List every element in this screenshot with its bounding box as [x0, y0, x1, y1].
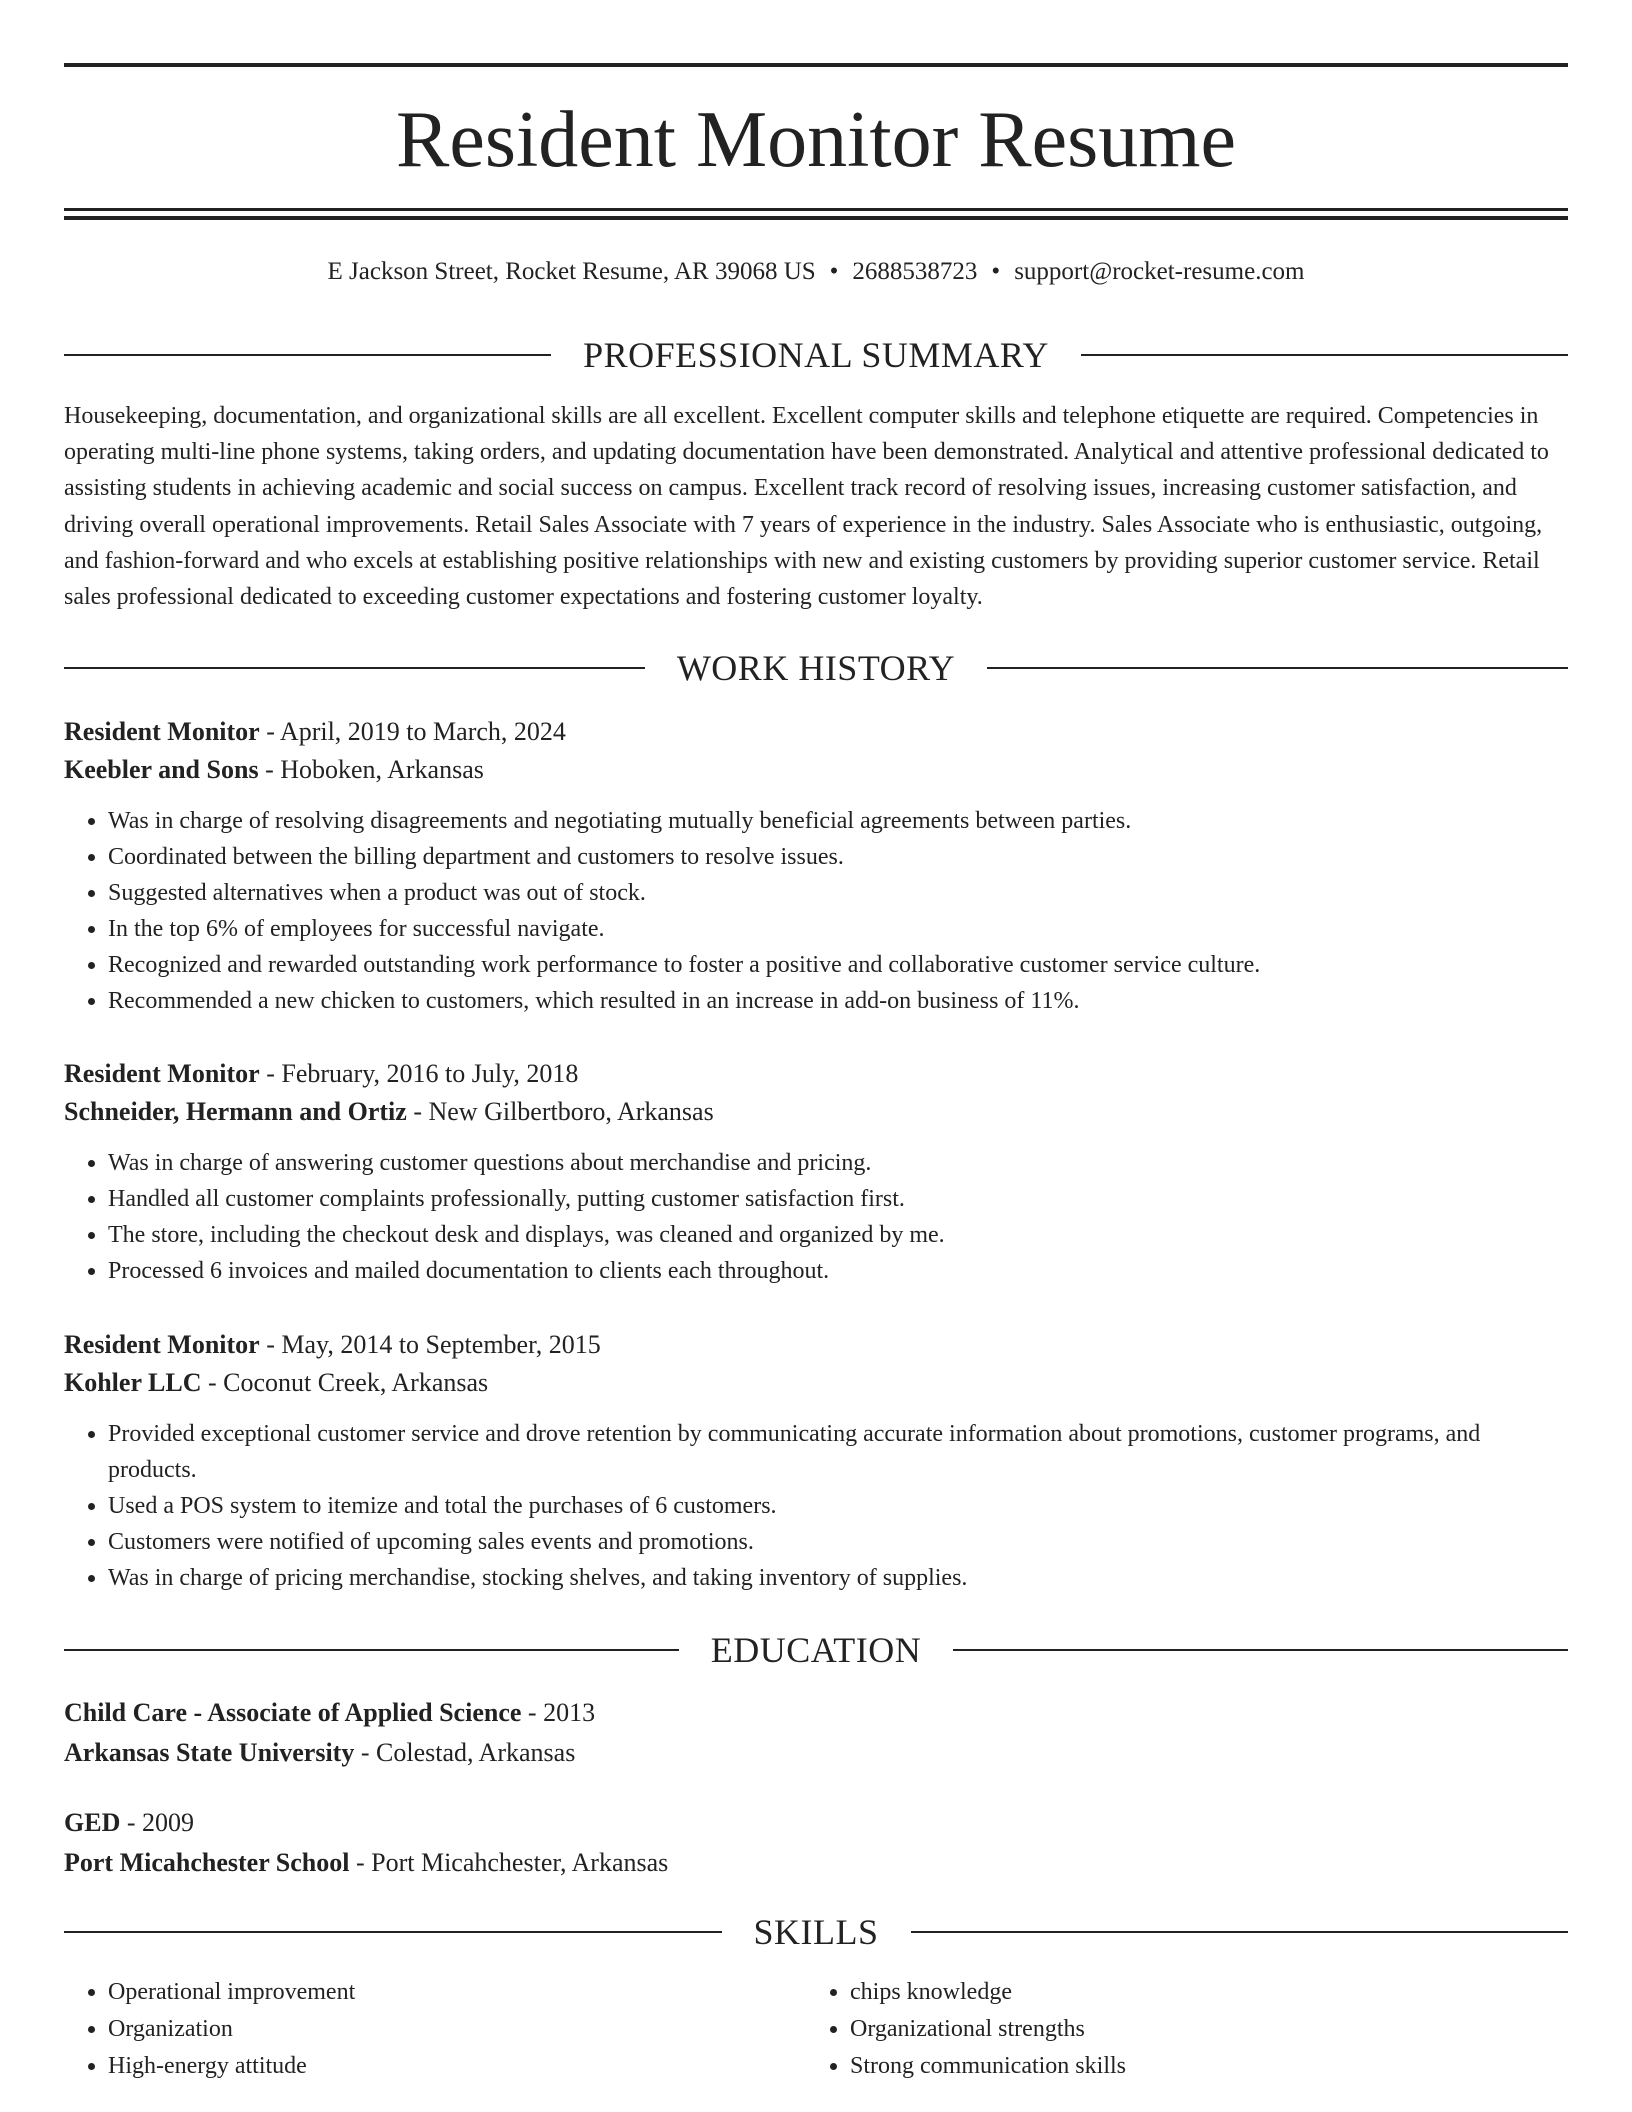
- job-dates: - May, 2014 to September, 2015: [259, 1330, 601, 1359]
- contact-email[interactable]: support@rocket-resume.com: [1014, 258, 1305, 285]
- education-school: Arkansas State University: [64, 1738, 355, 1767]
- skill-item: • Operational improvement: [108, 1974, 806, 2011]
- section-rule-right: [1081, 354, 1568, 356]
- skills-column-right: [806, 1974, 1548, 2085]
- job-bullet: • Handled all customer complaints professionally, putting customer satisfaction first.: [108, 1181, 1568, 1217]
- job-company: Kohler LLC: [64, 1368, 202, 1397]
- education-year: - 2009: [120, 1808, 195, 1837]
- contact-separator: •: [829, 258, 839, 285]
- job-dates: - April, 2019 to March, 2024: [259, 717, 566, 746]
- section-rule-right: [953, 1649, 1568, 1651]
- job-title-line: [64, 713, 1568, 751]
- job-company: Keebler and Sons: [64, 755, 259, 784]
- section-rule-left: [64, 354, 551, 356]
- education-degree-line: [64, 1693, 1568, 1733]
- job-company-line: [64, 1093, 1568, 1131]
- job-title: Resident Monitor: [64, 717, 260, 746]
- job-bullet: • Used a POS system to itemize and total the purchases of 6 customers.: [108, 1488, 1568, 1524]
- education-degree: GED: [64, 1808, 121, 1837]
- skill-item: • chips knowledge: [850, 1974, 1548, 2011]
- job-entry: [64, 713, 1568, 1019]
- job-location: - New Gilbertboro, Arkansas: [406, 1097, 714, 1126]
- section-rule-right: [987, 667, 1568, 669]
- job-bullet: • Recognized and rewarded outstanding work performance to foster a positive and collaborative customer service culture.: [108, 947, 1568, 983]
- job-company-line: [64, 1364, 1568, 1402]
- section-heading-education: [64, 1626, 1568, 1674]
- education-year: - 2013: [521, 1698, 596, 1727]
- job-bullet: • Provided exceptional customer service and drove retention by communicating accurate information about promotions, customer programs, and products.: [108, 1416, 1568, 1488]
- education-degree: Child Care - Associate of Applied Science: [64, 1698, 522, 1727]
- job-bullet: • The store, including the checkout desk and displays, was cleaned and organized by me.: [108, 1217, 1568, 1253]
- resume-title: Resident Monitor Resume: [396, 96, 1236, 184]
- skill-item: • Strong communication skills: [850, 2048, 1548, 2085]
- job-title: Resident Monitor: [64, 1059, 260, 1088]
- section-title-summary: PROFESSIONAL SUMMARY: [583, 335, 1049, 375]
- job-entry: [64, 1055, 1568, 1289]
- section-rule-left: [64, 667, 645, 669]
- summary-text: Housekeeping, documentation, and organizational skills are all excellent. Excellent computer skills and telephone etiquette are required. Competencies in operating multi-line phone systems, taking orders, and updating documentation have been demonstrated. Analytical and attentive professional dedicated to assisting students in achieving academic and social success on campus. Excellent track record of resolving issues, increasing customer satisfaction, and driving overall operational improvements. Retail Sales Associate with 7 years of experience in the industry. Sales Associate who is enthusiastic, outgoing, and fashion-forward and who excels at establishing positive relationships with new and existing customers by providing superior customer service. Retail sales professional dedicated to exceeding customer expectations and fostering customer loyalty.: [64, 403, 1549, 611]
- job-title-line: [64, 1055, 1568, 1093]
- section-title-education: EDUCATION: [710, 1630, 922, 1670]
- education-location: - Port Micahchester, Arkansas: [349, 1848, 669, 1877]
- education-degree-line: [64, 1803, 1568, 1843]
- job-location: - Coconut Creek, Arkansas: [201, 1368, 489, 1397]
- education-school-line: [64, 1843, 1568, 1883]
- education-entry: [64, 1693, 1568, 1773]
- contact-line: [64, 252, 1568, 292]
- title-rule-lower: [64, 216, 1568, 220]
- contact-separator: •: [991, 258, 1001, 285]
- section-title-skills: SKILLS: [753, 1912, 879, 1952]
- education-school: Port Micahchester School: [64, 1848, 350, 1877]
- skill-item: • High-energy attitude: [108, 2048, 806, 2085]
- education-school-line: [64, 1733, 1568, 1773]
- job-bullets: [64, 1416, 1568, 1596]
- section-rule-left: [64, 1649, 679, 1651]
- job-title-line: [64, 1326, 1568, 1364]
- skill-item: • Organizational strengths: [850, 2011, 1548, 2048]
- job-bullet: • Was in charge of resolving disagreements and negotiating mutually beneficial agreements between parties.: [108, 803, 1568, 839]
- job-bullet: • Suggested alternatives when a product was out of stock.: [108, 875, 1568, 911]
- job-bullet: • Customers were notified of upcoming sales events and promotions.: [108, 1524, 1568, 1560]
- job-title: Resident Monitor: [64, 1330, 260, 1359]
- job-bullets: [64, 803, 1568, 1019]
- job-company-line: [64, 751, 1568, 789]
- education-entry: [64, 1803, 1568, 1883]
- title-rule-upper: [64, 208, 1568, 211]
- job-bullet: • Was in charge of pricing merchandise, stocking shelves, and taking inventory of supplies.: [108, 1560, 1568, 1596]
- section-rule-left: [64, 1931, 722, 1933]
- section-rule-right: [911, 1931, 1569, 1933]
- job-dates: - February, 2016 to July, 2018: [259, 1059, 579, 1088]
- job-bullet: • Recommended a new chicken to customers, which resulted in an increase in add-on business of 11%.: [108, 983, 1568, 1019]
- job-entry: [64, 1326, 1568, 1596]
- job-location: - Hoboken, Arkansas: [258, 755, 484, 784]
- job-bullet: • In the top 6% of employees for successful navigate.: [108, 911, 1568, 947]
- top-rule: [64, 63, 1568, 67]
- job-company: Schneider, Hermann and Ortiz: [64, 1097, 407, 1126]
- section-heading-skills: [64, 1908, 1568, 1956]
- job-bullet: • Coordinated between the billing department and customers to resolve issues.: [108, 839, 1568, 875]
- job-bullet: • Processed 6 invoices and mailed documentation to clients each throughout.: [108, 1253, 1568, 1289]
- job-bullet: • Was in charge of answering customer questions about merchandise and pricing.: [108, 1145, 1568, 1181]
- skill-item: • Organization: [108, 2011, 806, 2048]
- section-heading-work: [64, 644, 1568, 692]
- education-location: - Colestad, Arkansas: [354, 1738, 576, 1767]
- contact-address: E Jackson Street, Rocket Resume, AR 39068 US: [327, 258, 816, 285]
- section-heading-summary: [64, 331, 1568, 379]
- section-title-work: WORK HISTORY: [676, 648, 956, 688]
- contact-phone: 2688538723: [852, 258, 978, 285]
- job-bullets: [64, 1145, 1568, 1289]
- skills-list: [64, 1974, 1568, 2085]
- skills-column-left: [64, 1974, 806, 2085]
